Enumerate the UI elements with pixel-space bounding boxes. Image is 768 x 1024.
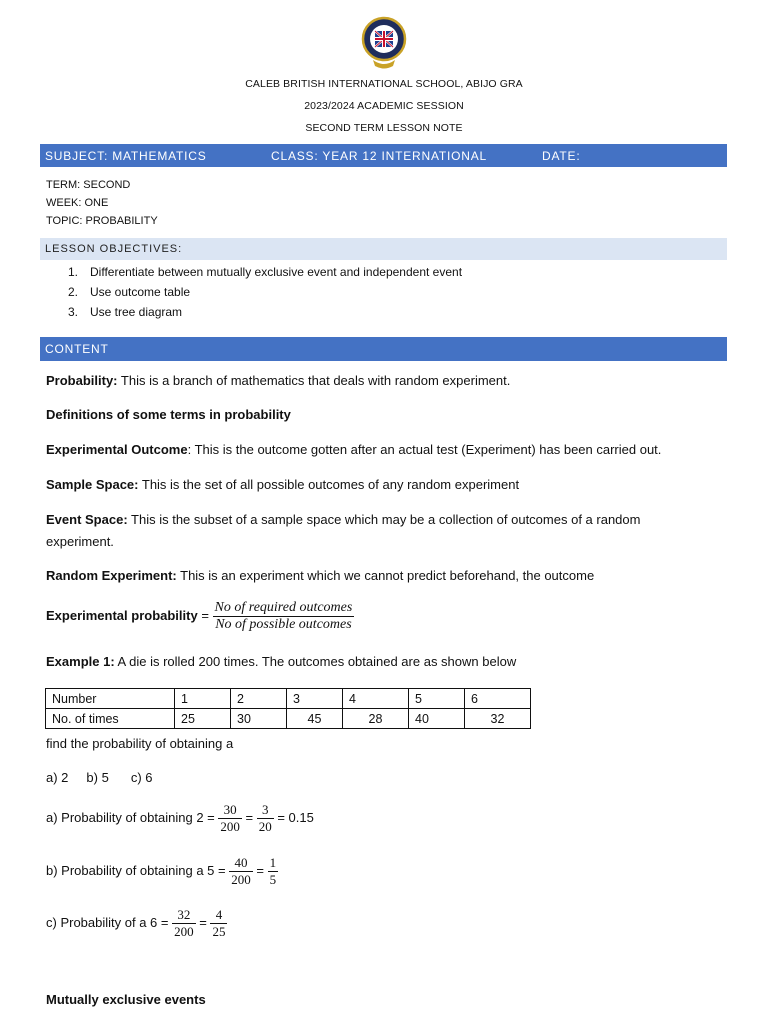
content-heading-bar (40, 337, 727, 361)
content-heading: CONTENT (45, 342, 109, 356)
experimental-probability-formula: Experimental probability = $\frac{\text{No of required outcomes}}{\text{No of possible outcomes}}$ (46, 600, 353, 632)
answer-c: c) Probability of a 6 = $\frac{32}{200}$ = $\frac{4}{25}$ (46, 907, 226, 939)
answer-a: a) Probability of obtaining 2 = $\frac{30}{200}$ = $\frac{3}{20}$ = 0.15 (46, 802, 314, 834)
answer-b: b) Probability of obtaining a 5 = $\frac{40}{200}$ = $\frac{1}{5}$ (46, 855, 277, 887)
academic-session: 2023/2024 ACADEMIC SESSION (304, 100, 464, 112)
example-1-options: a) 2 b) 5 c) 6 (46, 770, 153, 785)
subject-info-bar (40, 144, 727, 167)
random-experiment-definition: Random Experiment: This is an experiment which we cannot predict beforehand, the outcome (46, 568, 595, 583)
probability-definition: Probability: This is a branch of mathematics that deals with random experiment. (46, 373, 511, 388)
outcome-table (45, 688, 531, 729)
objectives-heading: LESSON OBJECTIVES: (45, 243, 183, 255)
objectives-heading-bar (40, 238, 727, 260)
date-label: DATE: (542, 149, 581, 163)
experimental-outcome-definition: Experimental Outcome: This is the outcome gotten after an actual test (Experiment) has been carried out. (46, 442, 662, 457)
objective-item: 1. Differentiate between mutually exclusive event and independent event (68, 265, 463, 279)
formula-fraction: $\frac{\text{No of required outcomes}}{\text{No of possible outcomes}}$ (214, 600, 353, 632)
event-space-definition: Event Space: This is the subset of a sample space which may be a collection of outcomes of a random (46, 512, 641, 527)
lesson-note-title: SECOND TERM LESSON NOTE (305, 122, 463, 134)
topic-label: TOPIC: PROBABILITY (46, 215, 158, 227)
table-row: No. of times 25 30 45 28 40 32 (46, 709, 531, 729)
definitions-heading: Definitions of some terms in probability (46, 407, 291, 422)
sample-space-definition: Sample Space: This is the set of all possible outcomes of any random experiment (46, 477, 520, 492)
objective-item: 2. Use outcome table (68, 285, 191, 299)
term-label: TERM: SECOND (46, 179, 131, 191)
week-label: WEEK: ONE (46, 197, 109, 209)
subject-label: SUBJECT: MATHEMATICS (45, 149, 207, 163)
event-space-definition-cont: experiment. (46, 534, 114, 549)
example-1-statement: Example 1: A die is rolled 200 times. The outcomes obtained are as shown below (46, 654, 517, 669)
school-crest-logo (361, 16, 407, 70)
example-1-question: find the probability of obtaining a (46, 736, 234, 751)
class-label: CLASS: YEAR 12 INTERNATIONAL (271, 149, 488, 163)
objective-item: 3. Use tree diagram (68, 305, 183, 319)
school-name: CALEB BRITISH INTERNATIONAL SCHOOL, ABIJO GRA (245, 78, 523, 90)
mutually-exclusive-heading: Mutually exclusive events (46, 992, 206, 1007)
table-row: Number 1 2 3 4 5 6 (46, 689, 531, 709)
